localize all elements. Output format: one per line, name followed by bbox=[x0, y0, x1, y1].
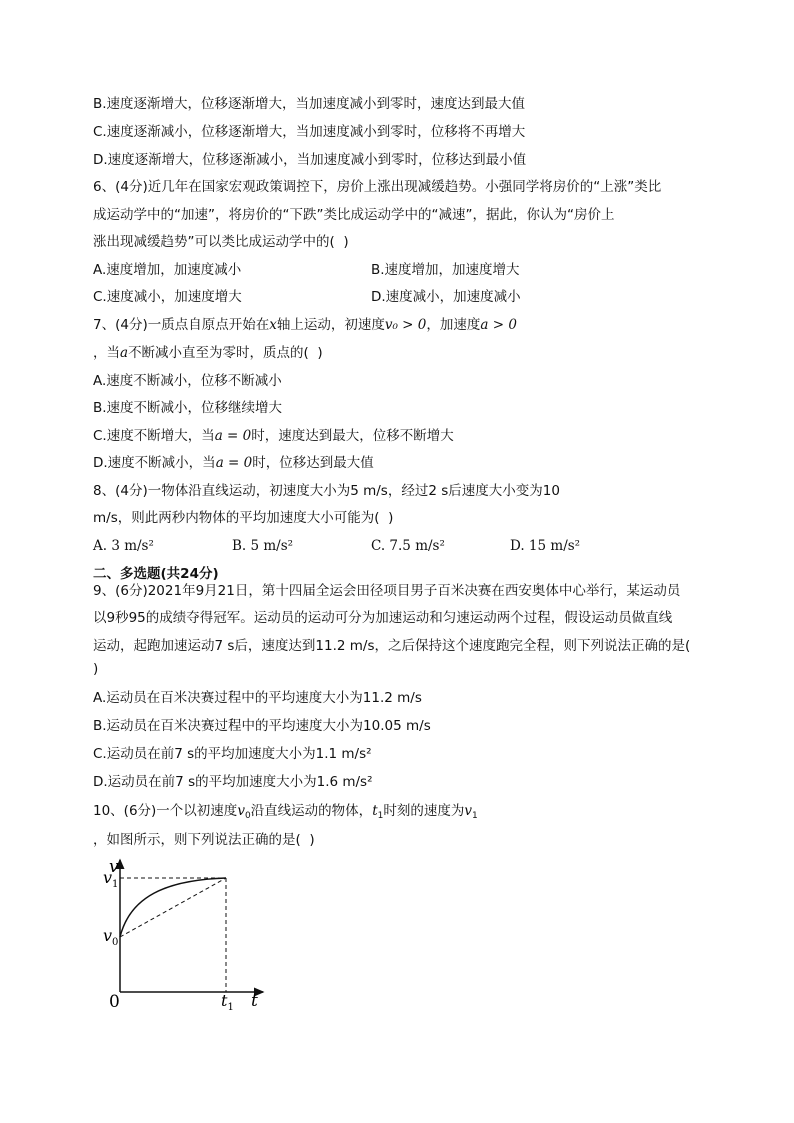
q10-stem-line1: 10、(6分)一个以初速度$v_0$沿直线运动的物体，$t_1$时刻的速度为$v_1$ bbox=[93, 803, 478, 821]
q6-option-d: D.速度减小，加速度减小 bbox=[371, 289, 521, 305]
t1-label: $t_1$ bbox=[221, 991, 234, 1012]
q6-stem-line2: 成运动学中的“加速”，将房价的“下跌”类比成运动学中的“减速”，据此，你认为“房价上 bbox=[93, 207, 615, 223]
q5-option-d: D.速度逐渐增大，位移逐渐减小，当加速度减小到零时，位移达到最小值 bbox=[93, 152, 527, 168]
q7-v0-condition: v₀ > 0 bbox=[384, 317, 427, 333]
velocity-curve bbox=[120, 878, 226, 937]
v0-label: $v_0$ bbox=[103, 926, 119, 948]
q9-option-c: C.运动员在前7 s的平均加速度大小为1.1 m/s² bbox=[93, 746, 372, 762]
q6-option-a: A.速度增加，加速度减小 bbox=[93, 262, 242, 278]
q9-option-d: D.运动员在前7 s的平均加速度大小为1.6 m/s² bbox=[93, 774, 373, 790]
q8-stem-line1: 8、(4分)一物体沿直线运动，初速度大小为5 m/s，经过2 s后速度大小变为10 bbox=[93, 483, 560, 499]
v-axis-label: v bbox=[109, 857, 119, 877]
t-axis-label: t bbox=[251, 991, 258, 1011]
q9-option-b: B.运动员在百米决赛过程中的平均速度大小为10.05 m/s bbox=[93, 718, 431, 734]
v1-label: $v_1$ bbox=[103, 868, 119, 890]
q6-stem-line1: 6、(4分)近几年在国家宏观政策调控下，房价上涨出现减缓趋势。小强同学将房价的“上涨”类比 bbox=[93, 179, 662, 195]
q6-option-c: C.速度减小，加速度增大 bbox=[93, 289, 242, 305]
origin-label: 0 bbox=[109, 992, 120, 1012]
q7-option-b: B.速度不断减小，位移继续增大 bbox=[93, 400, 283, 416]
q8-option-a: A. 3 m/s² bbox=[93, 538, 154, 554]
q9-option-a: A.运动员在百米决赛过程中的平均速度大小为11.2 m/s bbox=[93, 690, 422, 706]
section-multiple-choice-heading: 二、多选题(共24分) bbox=[93, 566, 219, 582]
q5-option-c: C.速度逐渐减小，位移逐渐增大，当加速度减小到零时，位移将不再增大 bbox=[93, 124, 526, 140]
q7-option-c: C.速度不断增大，当a = 0时，速度达到最大，位移不断增大 bbox=[93, 428, 454, 444]
q9-stem-line1: 9、(6分)2021年9月21日，第十四届全运会田径项目男子百米决赛在西安奥体中心举行，某运动员 bbox=[93, 583, 681, 599]
q9-stem-line4: ) bbox=[93, 661, 99, 677]
q8-option-c: C. 7.5 m/s² bbox=[371, 538, 445, 554]
q7-stem-line1: 7、(4分)一质点自原点开始在x轴上运动，初速度v₀ > 0，加速度a > 0 bbox=[93, 317, 517, 333]
q7-a-condition: a > 0 bbox=[480, 317, 517, 333]
q9-stem-line3: 运动，起跑加速运动7 s后，速度达到11.2 m/s，之后保持这个速度跑完全程，则下列说法正确的是( bbox=[93, 638, 691, 654]
q7-option-a: A.速度不断减小，位移不断减小 bbox=[93, 373, 282, 389]
q10-stem-line2: ，如图所示，则下列说法正确的是( ) bbox=[93, 832, 315, 848]
q6-stem-line3: 涨出现减缓趋势”可以类比成运动学中的( ) bbox=[93, 234, 349, 250]
velocity-time-graph bbox=[95, 852, 275, 1012]
q6-option-b: B.速度增加，加速度增大 bbox=[371, 262, 520, 278]
q7-stem-line2: ，当a不断减小直至为零时，质点的( ) bbox=[93, 345, 323, 361]
q8-option-d: D. 15 m/s² bbox=[510, 538, 581, 554]
q8-option-b: B. 5 m/s² bbox=[232, 538, 294, 554]
q8-stem-line2: m/s，则此两秒内物体的平均加速度大小可能为( ) bbox=[93, 510, 394, 526]
q7-option-d: D.速度不断减小，当a = 0时，位移达到最大值 bbox=[93, 455, 374, 471]
q5-option-b: B.速度逐渐增大，位移逐渐增大，当加速度减小到零时，速度达到最大值 bbox=[93, 96, 526, 112]
q9-stem-line2: 以9秒95的成绩夺得冠军。运动员的运动可分为加速运动和匀速运动两个过程，假设运动员做直线 bbox=[93, 610, 673, 626]
